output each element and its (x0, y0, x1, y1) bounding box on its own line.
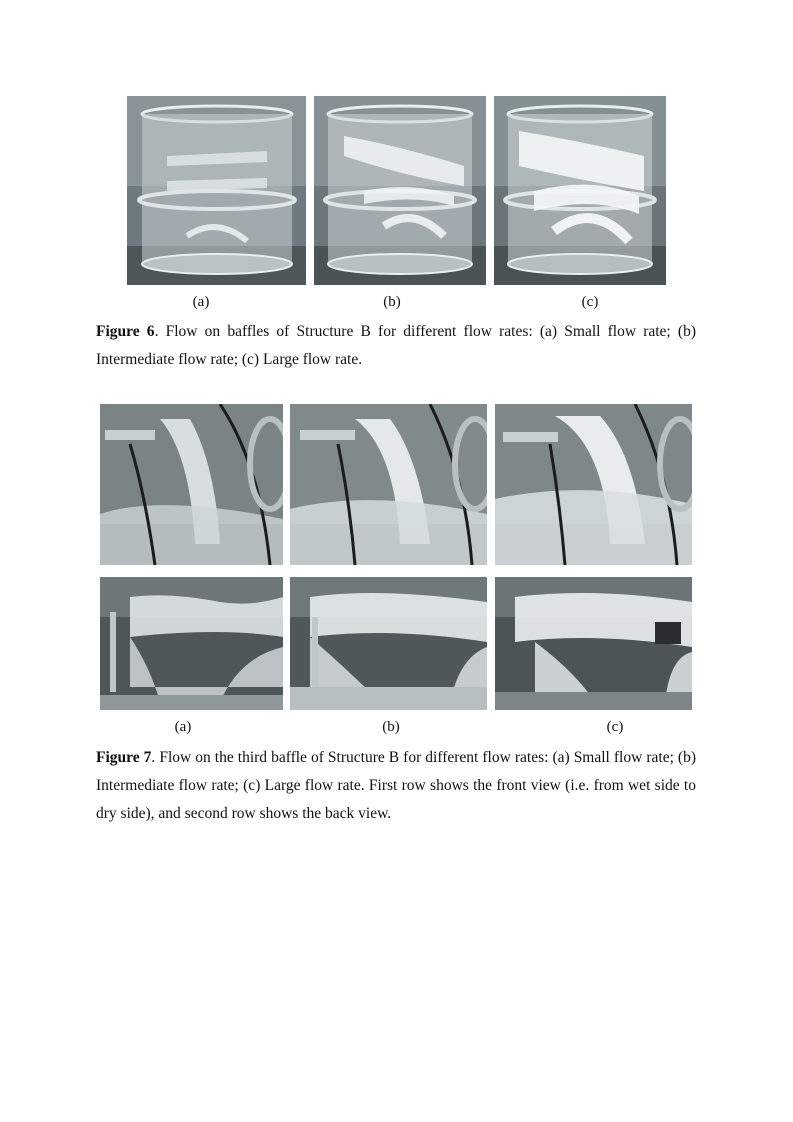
fig7-label-b: (b) (382, 719, 400, 735)
figure6-caption-text: . Flow on baffles of Structure B for different flow rates: (a) Small flow rate; (b) Intermediate flow rate; (c) Large flow rate. (96, 323, 696, 368)
figure7-caption-label: Figure 7 (96, 749, 152, 766)
figure6-caption (96, 318, 696, 374)
fig6-label-c: (c) (581, 294, 599, 310)
figure7-caption (96, 744, 696, 828)
fig6-label-a: (a) (192, 294, 210, 310)
fig6-photo-a (127, 96, 306, 285)
figure6-caption-label: Figure 6 (96, 323, 155, 340)
fig7-back-photo-a (100, 577, 283, 710)
fig7-front-photo-a (100, 404, 283, 565)
fig6-photo-c (494, 96, 666, 285)
fig7-back-photo-c (495, 577, 692, 710)
fig7-label-c: (c) (606, 719, 624, 735)
fig7-front-photo-c (495, 404, 692, 565)
fig6-label-b: (b) (383, 294, 401, 310)
fig7-back-photo-b (290, 577, 487, 710)
fig7-front-photo-b (290, 404, 487, 565)
fig7-label-a: (a) (174, 719, 192, 735)
fig6-photo-b (314, 96, 486, 285)
figure7-caption-text: . Flow on the third baffle of Structure B for different flow rates: (a) Small flow rate; (b) Intermediate flow rate; (c) Large flow rate. First row shows the front view (i.e. from wet side to dry side), and second row shows the back view. (96, 749, 696, 822)
